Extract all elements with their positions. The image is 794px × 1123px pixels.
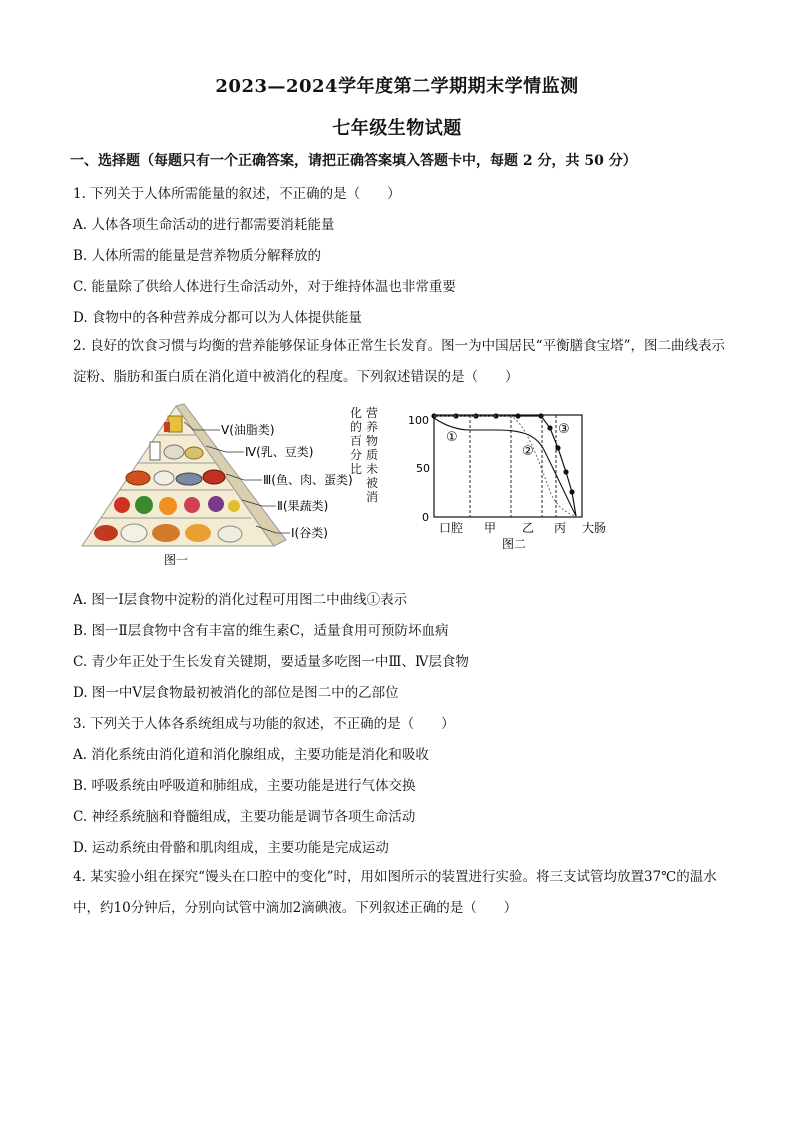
y-tick-50: 50 — [416, 462, 430, 475]
x-label-jia: 甲 — [484, 521, 497, 535]
ylabel-right-7: 消 — [366, 490, 379, 504]
q1-option-b: B. 人体所需的能量是营养物质分解释放的 — [73, 248, 322, 264]
q3-option-d: D. 运动系统由骨骼和肌肉组成，主要功能是完成运动 — [73, 840, 389, 856]
q2-option-d: D. 图一中Ⅴ层食物最初被消化的部位是图二中的乙部位 — [73, 685, 399, 701]
q3-option-b: B. 呼吸系统由呼吸道和肺组成，主要功能是进行气体交换 — [73, 778, 416, 794]
exam-subtitle: 七年级生物试题 — [332, 118, 462, 139]
q1-option-d: D. 食物中的各种营养成分都可以为人体提供能量 — [73, 310, 362, 326]
exam-title: 2023—2024学年度第二学期期末学情监测 — [215, 76, 579, 97]
q2-option-a: A. 图一Ⅰ层食物中淀粉的消化过程可用图二中曲线①表示 — [73, 592, 408, 608]
ylabel-left-1: 化 — [350, 406, 363, 420]
q1-option-c: C. 能量除了供给人体进行生命活动外，对于维持体温也非常重要 — [73, 279, 456, 295]
food-pyramid-figure — [76, 402, 366, 570]
ylabel-right-5: 未 — [366, 462, 379, 476]
pyramid-layer-1-label: Ⅰ(谷类) — [291, 526, 328, 540]
ylabel-right-6: 被 — [366, 476, 379, 490]
q3-stem: 3. 下列关于人体各系统组成与功能的叙述，不正确的是（ ） — [73, 716, 455, 732]
q2-option-c: C. 青少年正处于生长发育关键期，要适量多吃图一中Ⅲ、Ⅳ层食物 — [73, 654, 469, 670]
ylabel-right-2: 养 — [366, 420, 379, 434]
pyramid-layer-4-label: Ⅳ(乳、豆类) — [245, 445, 314, 459]
ylabel-left-3: 百 — [350, 434, 363, 448]
q2-option-b: B. 图一Ⅱ层食物中含有丰富的维生素C，适量食用可预防坏血病 — [73, 623, 449, 639]
curve-2-label: ② — [522, 444, 534, 459]
ylabel-right-3: 物 — [366, 434, 379, 448]
pyramid-layer-3-label: Ⅲ(鱼、肉、蛋类) — [263, 473, 353, 487]
curve-1-label: ① — [446, 430, 458, 445]
figure1-caption: 图一 — [164, 553, 189, 567]
q4-stem: 4. 某实验小组在探究“馒头在口腔中的变化”时，用如图所示的装置进行实验。将三支试管均放置37℃的温水中，约10分钟后，分别向试管中滴加2滴碘液。下列叙述正确的是（ ） — [73, 869, 717, 916]
q1-stem: 1. 下列关于人体所需能量的叙述，不正确的是（ ） — [73, 186, 401, 202]
ylabel-left-5: 比 — [350, 462, 363, 476]
ylabel-left-2: 的 — [350, 420, 363, 434]
ylabel-right-1: 营 — [366, 406, 379, 420]
q1-option-a: A. 人体各项生命活动的进行都需要消耗能量 — [73, 217, 335, 233]
ylabel-right-4: 质 — [366, 448, 379, 462]
y-tick-100: 100 — [408, 414, 429, 427]
curve-3-label: ③ — [558, 422, 570, 437]
curve-3-points — [431, 413, 574, 494]
y-tick-0: 0 — [422, 511, 429, 524]
figure2-caption: 图二 — [502, 537, 527, 551]
q3-option-a: A. 消化系统由消化道和消化腺组成，主要功能是消化和吸收 — [73, 747, 429, 763]
x-label-large-intestine: 大肠 — [582, 521, 607, 535]
q3-option-c: C. 神经系统脑和脊髓组成，主要功能是调节各项生命活动 — [73, 809, 416, 825]
ylabel-left-4: 分 — [350, 448, 363, 462]
x-label-yi: 乙 — [522, 521, 535, 535]
x-label-mouth: 口腔 — [439, 521, 464, 535]
digestion-curve-figure — [346, 404, 616, 554]
pyramid-layer-2-label: Ⅱ(果蔬类) — [277, 499, 329, 513]
pyramid-layer-5-label: Ⅴ(油脂类) — [221, 423, 275, 437]
q2-stem: 2. 良好的饮食习惯与均衡的营养能够保证身体正常生长发育。图一为中国居民“平衡膳食宝塔”，图二曲线表示淀粉、脂肪和蛋白质在消化道中被消化的程度。下列叙述错误的是（ ） — [73, 338, 725, 385]
x-label-bing: 丙 — [554, 521, 567, 535]
section-heading: 一、选择题（每题只有一个正确答案，请把正确答案填入答题卡中，每题 2 分，共 50 分） — [70, 153, 637, 169]
